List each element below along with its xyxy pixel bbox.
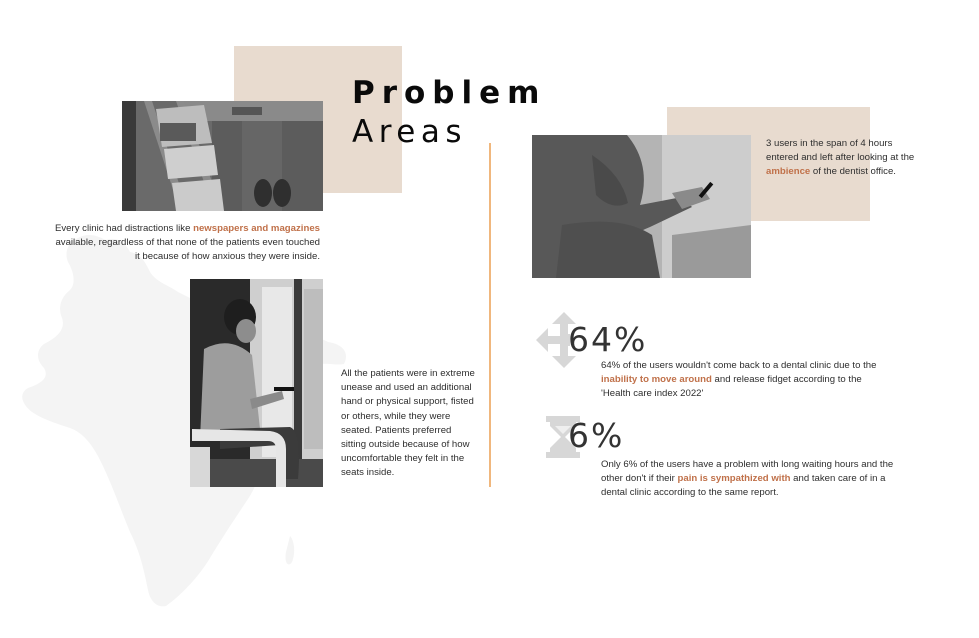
highlight-inability-to-move: inability to move around xyxy=(601,374,712,386)
stat-6-value: 6% xyxy=(568,416,625,455)
seated-patient-photo xyxy=(190,279,323,487)
highlight-newspapers-magazines: newspapers and magazines xyxy=(193,223,320,234)
unease-caption: All the patients were in extreme unease and used an additional hand or physical support, fisted or others, while they were seated. Patients preferred sitting outside because of how uncomfortable they felt in the seats inside. xyxy=(341,368,475,479)
stat-64-block xyxy=(536,310,876,405)
stat-6-block xyxy=(546,414,894,504)
vertical-divider xyxy=(489,143,491,487)
title-line-areas: Areas xyxy=(352,114,467,150)
magazine-rack-photo xyxy=(122,101,323,211)
magazines-caption: Every clinic had distractions like newspapers and magazines available, regardless of that none of the patients even touched it because of how anxious they were inside. xyxy=(54,223,320,263)
stat-6-caption: Only 6% of the users have a problem with long waiting hours and the other don't if their pain is sympathized with and taken care of in a dental clinic according to the same report. xyxy=(601,459,894,499)
page-title xyxy=(352,74,546,152)
stat-64-caption: 64% of the users wouldn't come back to a dental clinic due to the inability to move around and release fidget according to the 'Health care index 2022' xyxy=(601,360,877,400)
highlight-pain-sympathized: pain is sympathized with xyxy=(677,473,791,485)
title-line-problem: Problem xyxy=(352,75,547,111)
ambience-caption: 3 users in the span of 4 hours entered and left after looking at the ambience of the dentist office. xyxy=(766,138,915,178)
highlight-ambience: ambience xyxy=(766,166,811,178)
stat-64-value: 64% xyxy=(568,320,648,359)
hunched-person-photo xyxy=(532,135,751,278)
